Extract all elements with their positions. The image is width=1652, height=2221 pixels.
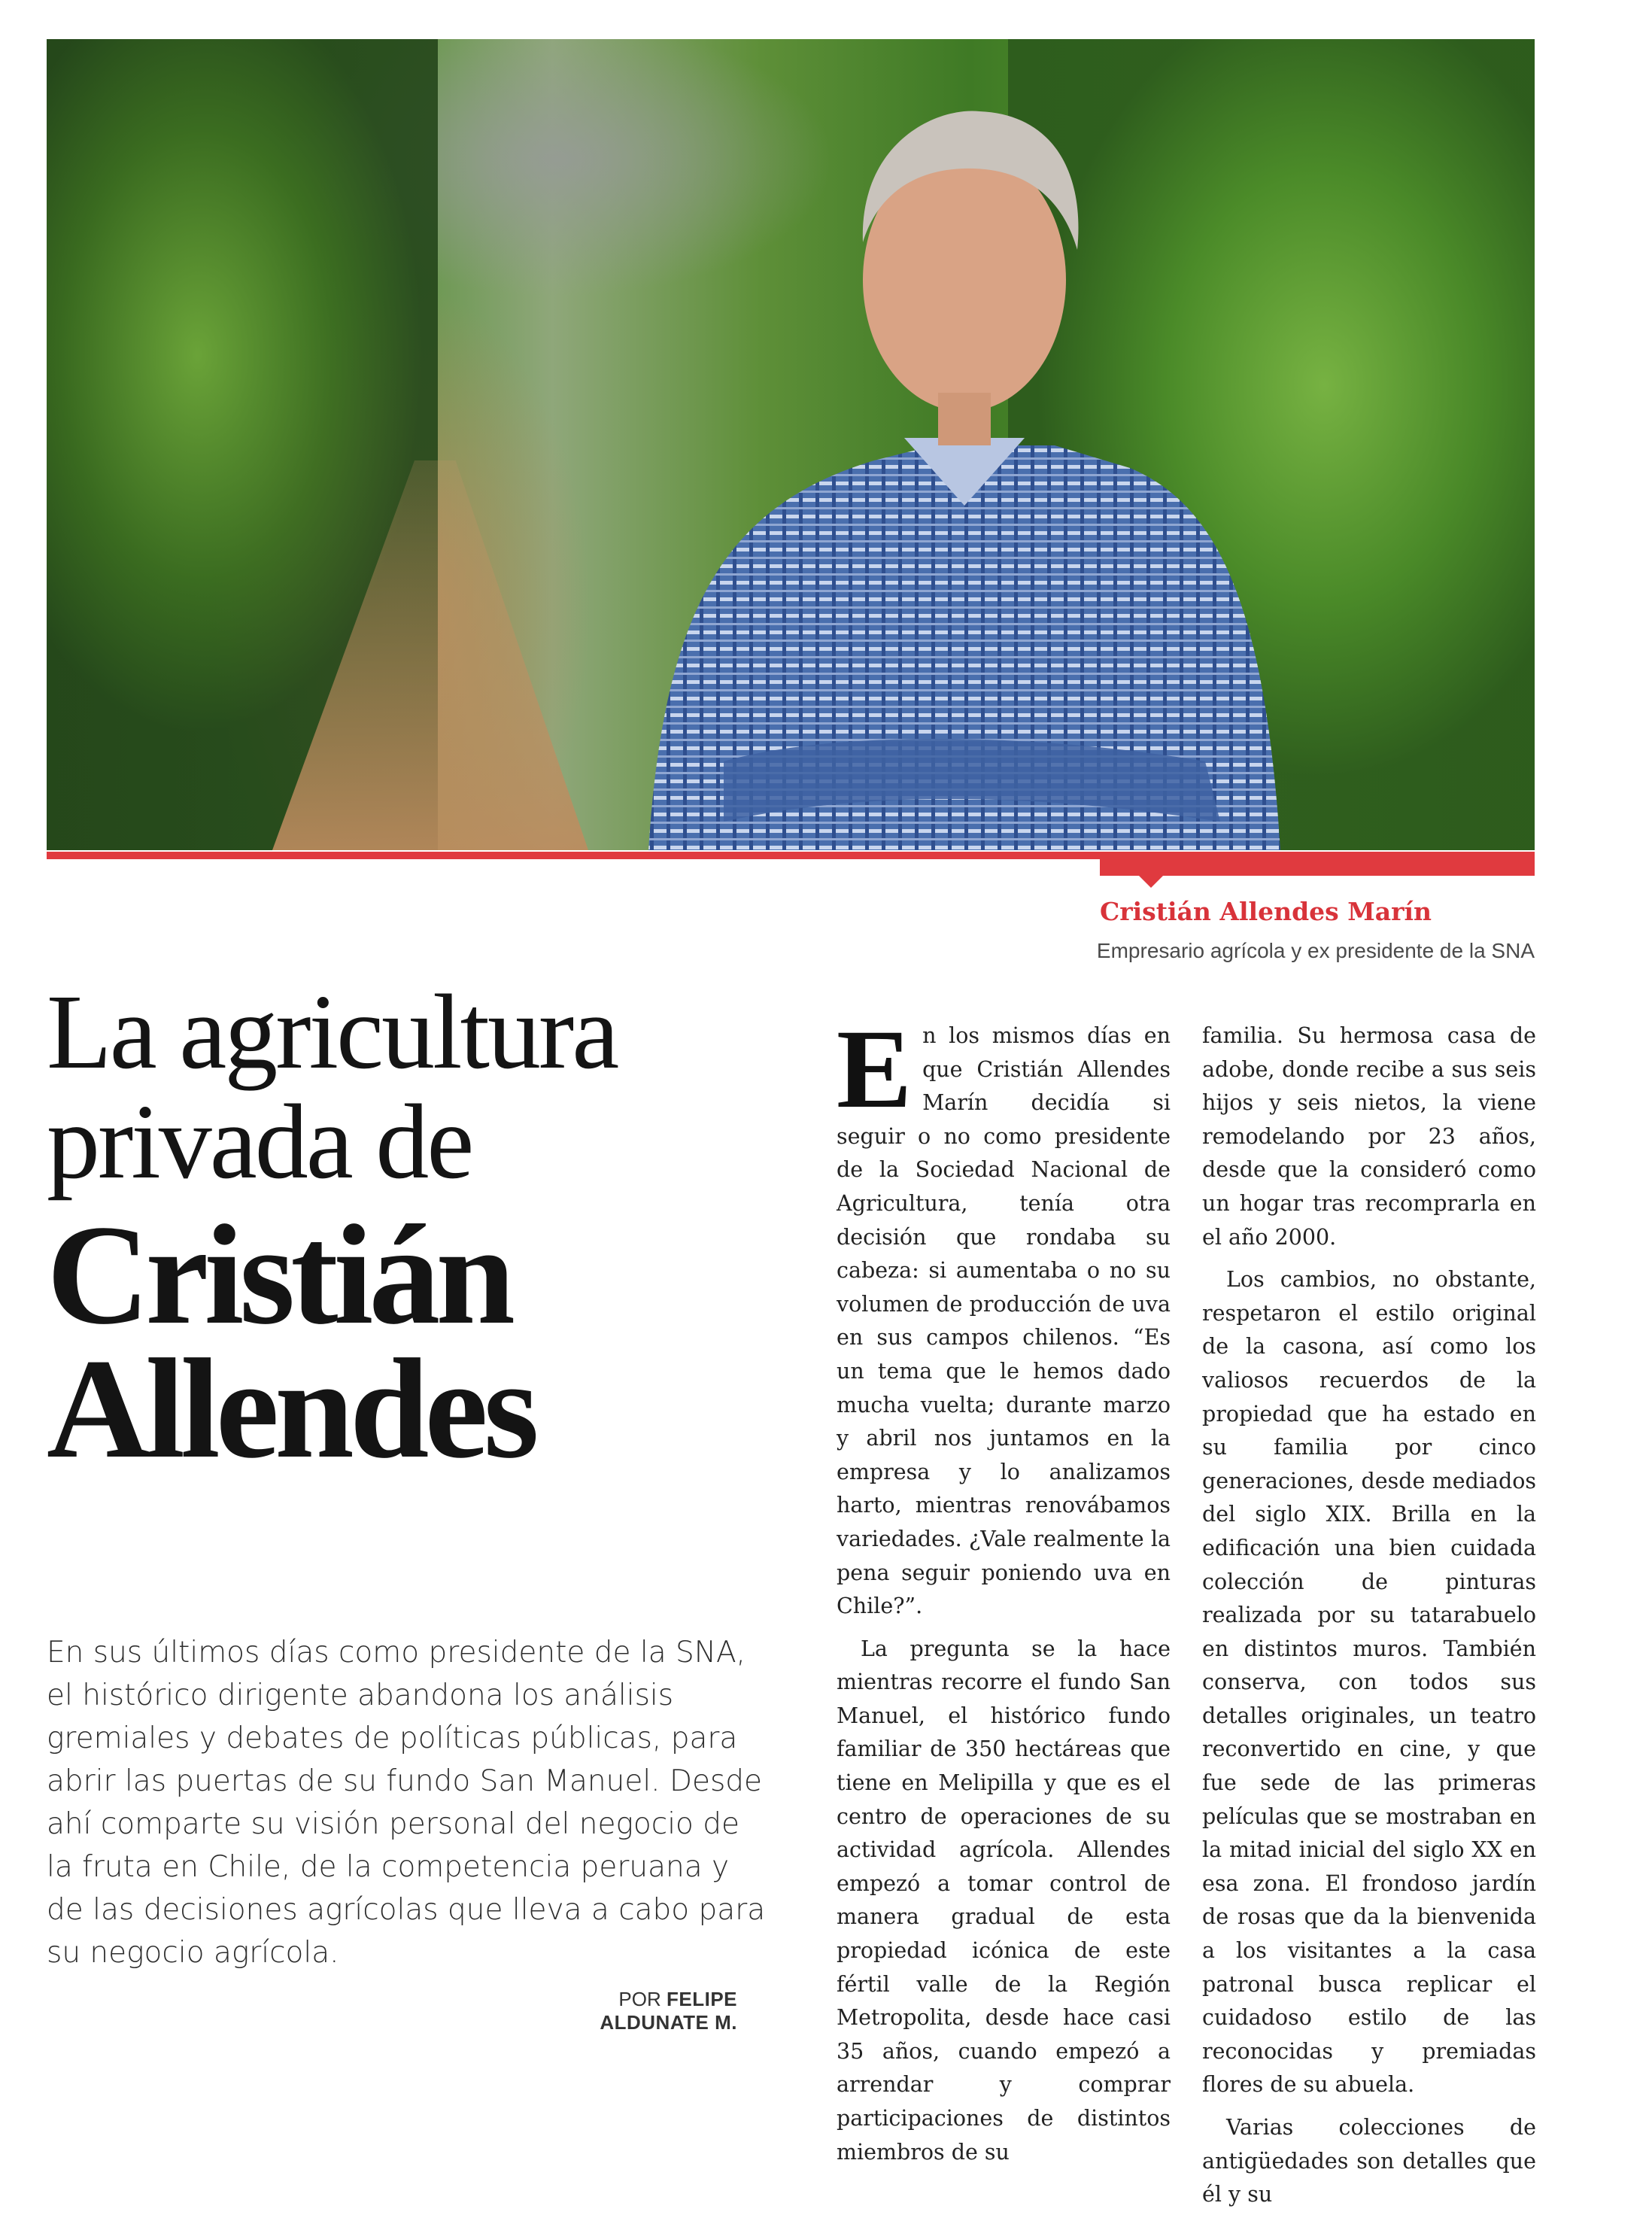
headline [47,972,799,1488]
caption-name: Cristián Allendes Marín [1100,897,1432,926]
hero-photo [47,39,1535,850]
byline-author: FELIPE ALDUNATE M. [600,1988,737,2034]
body-paragraph-3: familia. Su hermosa casa de adobe, donde recibe a sus seis hijos y seis nietos, la viene remodelando por 23 años, desde que la consideró como un hogar tras recomprarla en el año 2000. [1202,1023,1536,1250]
portrait-figure [633,84,1295,850]
byline-prefix: POR [618,1988,661,2010]
body-paragraph-4: Los cambios, no obstante, respetaron el estilo original de la casona, así como los valiosos recuerdos de la propiedad que ha estado en su familia por cinco generaciones, desde mediados del siglo XIX. Brilla en la edificación una bien cuidada colección de pinturas realizada por su tatarabuelo en distintos muros. También conserva, con todos sus detalles originales, un teatro reconvertido en cine, y que fue sede de las primeras películas que se mostraban en la mitad inicial del siglo XX en esa zona. El frondoso jardín de rosas que da la bienvenida a los visitantes a la casa patronal busca replicar el cuidadoso estilo de las reconocidas y premiadas flores de su abuela. [1202,1267,1536,2098]
caption-tab [1100,852,1535,876]
paragraph-1-text: n los mismos días en que Cristián Allendes Marín decidía si seguir o no como presidente de la Sociedad Nacional de Agricultura, tenía otra decisión que rondaba su cabeza: si aumentaba o no su volumen de producción de uva en sus campos chilenos. “Es un tema que le hemos dado mucha vuelta; durante marzo y abril nos juntamos en la empresa y lo analizamos harto, mientras renovábamos variedades. ¿Vale realmente la pena seguir poniendo uva en Chile?”. [837,1023,1171,1619]
headline-line-1: La agricultura [47,972,618,1091]
caption-role: Empresario agrícola y ex presidente de la SNA [1096,939,1535,962]
headline-line-3: Cristián [47,1196,511,1354]
drop-cap: E [837,1007,913,1132]
byline [519,1988,737,2034]
headline-line-4: Allendes [47,1330,535,1488]
body-paragraph-2: La pregunta se la hace mientras recorre el fundo San Manuel, el histórico fundo familiar de 350 hectáreas que tiene en Melipilla y que es el centro de operaciones de su actividad agrícola. Allendes empezó a tomar control de manera gradual de esta propiedad icónica de este fértil valle de la Región Metropolita, desde hace casi 35 años, cuando empezó a arrendar y comprar participaciones de distintos miembros de su [837,1636,1171,2165]
body-column-2 [1202,1019,1536,2221]
caption-notch [1137,874,1165,888]
body-paragraph-1 [837,1007,1171,1624]
body-paragraph-5: Varias colecciones de antigüedades son detalles que él y su [1202,2115,1536,2207]
article-dek: En sus últimos días como presidente de la SNA, el histórico dirigente abandona los análisis gremiales y debates de políticas públicas, para abrir las puertas de su fundo San Manuel. Desde ahí comparte su visión personal del negocio de la fruta en Chile, de la competencia peruana y de las decisiones agrícolas que lleva a cabo para su negocio agrícola. [47,1636,766,1970]
headline-line-2: privada de [47,1082,472,1201]
body-column-1 [837,1007,1171,2178]
